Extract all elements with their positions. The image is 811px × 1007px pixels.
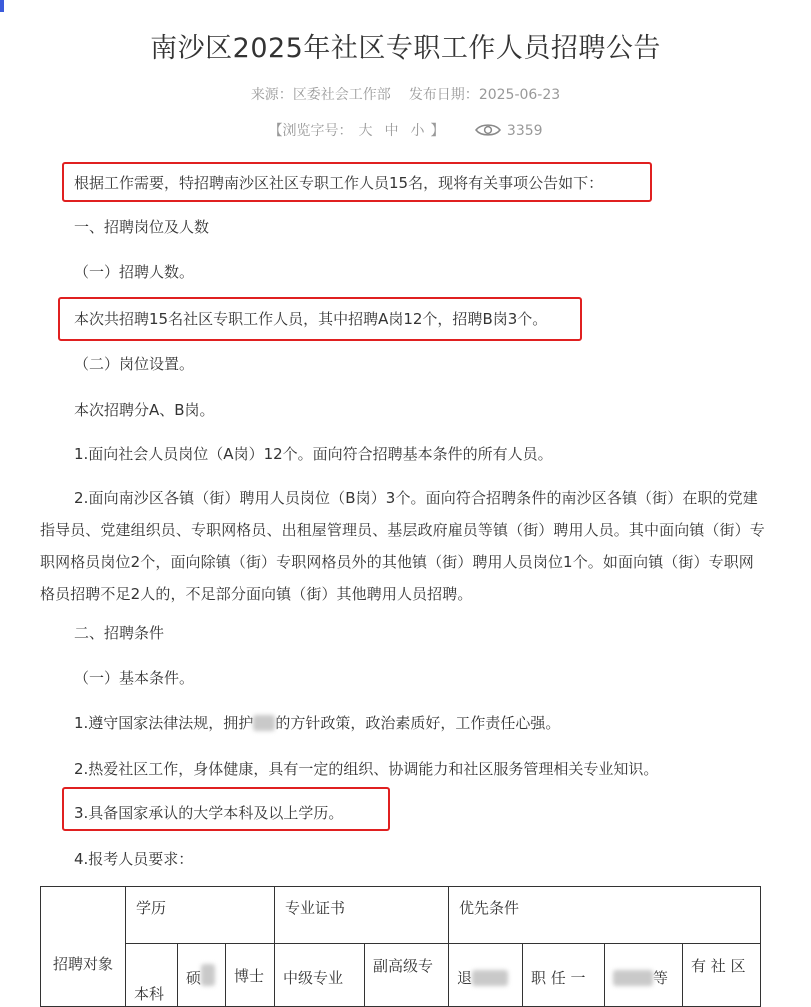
condition-2: 2.热爱社区工作，身体健康，具有一定的组织、协调能力和社区服务管理相关专业知识。 bbox=[74, 760, 659, 778]
table-cell-master: 硕 bbox=[178, 944, 226, 1007]
font-size-bar bbox=[0, 120, 811, 140]
condition-4: 4.报考人员要求： bbox=[74, 850, 194, 868]
table-cell-cert-mid: 中级专业 bbox=[275, 944, 365, 1007]
positions-paragraph: 本次招聘分A、B岗。 bbox=[74, 401, 215, 419]
page-title: 南沙区2025年社区专职工作人员招聘公告 bbox=[150, 33, 661, 64]
eye-icon bbox=[475, 123, 501, 137]
table-cell-priority-3: 等 bbox=[605, 944, 683, 1007]
position-a-item: 1.面向社会人员岗位（A岗）12个。面向符合招聘基本条件的所有人员。 bbox=[74, 445, 553, 463]
font-size-large-button[interactable]: 大 bbox=[358, 123, 373, 139]
article-meta bbox=[0, 84, 811, 104]
publish-date: 2025-06-23 bbox=[478, 87, 561, 103]
table-cell-priority-1: 退 bbox=[449, 944, 523, 1007]
redacted-text bbox=[613, 970, 653, 986]
condition-1-part-b: 的方针政策，政治素质好，工作责任心强。 bbox=[275, 714, 561, 732]
table-header-education: 学历 bbox=[126, 887, 275, 944]
font-size-suffix: 】 bbox=[430, 123, 445, 139]
table-header-certificate: 专业证书 bbox=[275, 887, 449, 944]
source-value: 区委社会工作部 bbox=[292, 87, 391, 103]
position-b-item: 2.面向南沙区各镇（街）聘用人员岗位（B岗）3个。面向符合招聘条件的南沙区各镇（街）在职的党建指导员、党建组织员、专职网格员、出租屋管理员、基层政府雇员等镇（街）聘用人员。其中面向镇（街）专职网格员岗位2个，面向除镇（街）专职网格员外的其他镇（街）聘用人员岗位1个。如面向镇（街）专职网格员招聘不足2人的，不足部分面向镇（街）其他聘用人员招聘。 bbox=[40, 489, 765, 603]
intro-paragraph: 根据工作需要，特招聘南沙区社区专职工作人员15名，现将有关事项公告如下： bbox=[74, 174, 604, 192]
subheading-basic-conditions: （一）基本条件。 bbox=[74, 669, 195, 687]
recruit-count-paragraph: 本次共招聘15名社区专职工作人员，其中招聘A岗12个，招聘B岗3个。 bbox=[74, 310, 548, 328]
corner-marker bbox=[0, 0, 4, 12]
font-size-small-button[interactable]: 小 bbox=[410, 123, 425, 139]
font-size-medium-button[interactable]: 中 bbox=[384, 123, 399, 139]
view-count: 3359 bbox=[506, 123, 543, 139]
table-cell-doctor: 博士 bbox=[226, 944, 275, 1007]
table-header-target: 招聘对象 bbox=[41, 887, 126, 1007]
table-cell-priority-2: 职 任 一 bbox=[523, 944, 605, 1007]
subheading-positions: （二）岗位设置。 bbox=[74, 355, 195, 373]
redacted-text bbox=[201, 964, 215, 986]
table-cell-bachelor: 本科 bbox=[126, 944, 178, 1007]
section-heading-2: 二、招聘条件 bbox=[74, 624, 165, 642]
table-header-priority: 优先条件 bbox=[449, 887, 761, 944]
condition-3: 3.具备国家承认的大学本科及以上学历。 bbox=[74, 804, 344, 822]
source-label: 来源： bbox=[250, 87, 293, 103]
redacted-text bbox=[472, 970, 508, 986]
date-label: 发布日期： bbox=[408, 87, 479, 103]
condition-1-part-a: 1.遵守国家法律法规，拥护 bbox=[74, 714, 254, 732]
section-heading-1: 一、招聘岗位及人数 bbox=[74, 218, 210, 236]
font-size-prefix: 【浏览字号： bbox=[268, 123, 353, 139]
redacted-text bbox=[253, 715, 275, 731]
table-cell-cert-senior: 副高级专 bbox=[365, 944, 449, 1007]
table-cell-priority-4: 有 社 区 bbox=[683, 944, 761, 1007]
subheading-recruit-count: （一）招聘人数。 bbox=[74, 263, 195, 281]
condition-1 bbox=[74, 713, 560, 733]
requirements-table bbox=[40, 886, 761, 1007]
